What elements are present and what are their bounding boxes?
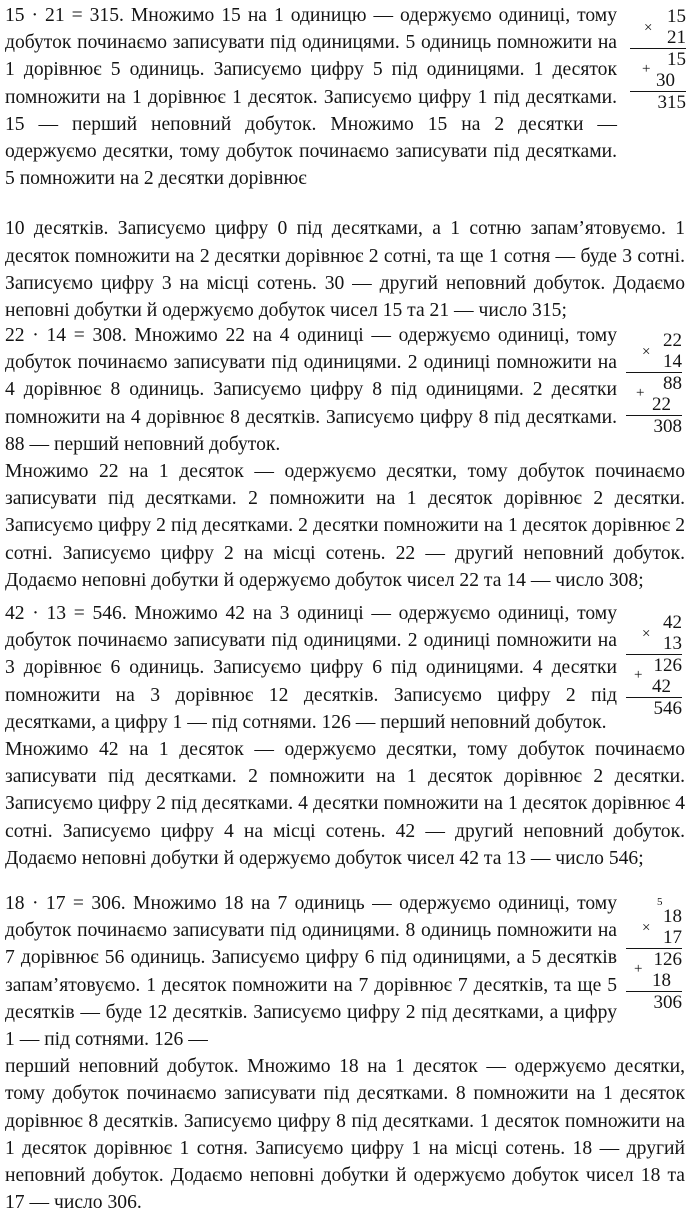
partial-product-2: 22 xyxy=(652,394,671,415)
multiplier: 21 xyxy=(667,27,686,48)
example-18-times-17 xyxy=(5,890,685,1216)
partial-product-1: 126 xyxy=(653,949,682,970)
result: 306 xyxy=(653,992,682,1013)
example-text-rest: перший неповний добуток. Множимо 18 на 1 десяток — одержуємо десятки, тому добуток починаємо записувати під десятками. 8 помножити на 1 десяток дорівнює 8 десятків. Записуємо цифру 8 під десятками. 1 десяток помножити на 1 десяток дорівнює 1 сотня. Записуємо цифру 1 на місці сотень. 18 — другий неповний добуток. Додаємо неповні добутки й одержуємо добуток чисел 18 та 17 — число 306. xyxy=(5,1056,685,1214)
multiplier-row xyxy=(626,920,682,949)
plus-sign: + xyxy=(642,61,651,77)
times-sign: × xyxy=(644,20,653,36)
partial-product-1: 126 xyxy=(653,655,682,676)
multiplier: 13 xyxy=(663,633,682,654)
partial-product-2-row xyxy=(626,667,682,698)
example-15-times-21 xyxy=(5,2,685,324)
example-text-main: 15 · 21 = 315. Множимо 15 на 1 одиницю — одержуємо одиниці, тому добуток починаємо записувати під одиницями. 5 одиниць помножити на 1 дорівнює 5 одиниць. Записуємо цифру 5 під одиницями. 1 десяток помножити на 1 дорівнює 1 десяток. Записуємо цифру 1 під десятками. 15 — перший неповний добуток. Множимо 15 на 2 десятки — одержуємо десятки, тому добуток починаємо записувати під десятками. 5 помножити на 2 десятки дорівнює xyxy=(5,5,617,190)
multiplicand: 18 xyxy=(663,906,682,927)
result: 546 xyxy=(653,698,682,719)
partial-product-2: 30 xyxy=(656,70,675,91)
column-multiplication-42-13 xyxy=(626,612,682,719)
partial-product-2-row xyxy=(626,385,682,416)
plus-sign: + xyxy=(634,961,643,977)
multiplier: 17 xyxy=(663,927,682,948)
example-42-times-13 xyxy=(5,600,685,872)
example-text-rest: 10 десятків. Записуємо цифру 0 під десятками, а 1 сотню запам’ятовуємо. 1 десяток помножити на 2 десятки дорівнює 2 сотні, та ще 1 сотня — буде 3 сотні. Записуємо цифру 3 на місці сотень. 30 — другий неповний добуток. Додаємо неповні добутки й одержуємо добуток чисел 15 та 21 — число 315; xyxy=(5,218,685,322)
partial-product-2-row xyxy=(626,961,682,992)
multiplicand: 15 xyxy=(667,6,686,27)
example-text-main: 22 · 14 = 308. Множимо 22 на 4 одиниці — одержуємо одиниці, тому добуток починаємо записувати під одиницями. 2 одиниці помножити на 4 дорівнює 8 одиниць. Записуємо цифру 8 під одиницями. 2 десятки помножити на 4 дорівнює 8 десятків. Записуємо цифру 8 під десятками. 88 — перший неповний добуток. xyxy=(5,325,617,455)
example-22-times-14 xyxy=(5,322,685,594)
column-multiplication-15-21 xyxy=(630,6,686,113)
times-sign: × xyxy=(642,920,651,936)
column-multiplication-22-14 xyxy=(626,330,682,437)
times-sign: × xyxy=(642,344,651,360)
multiplicand: 22 xyxy=(663,330,682,351)
partial-product-1: 88 xyxy=(663,373,682,394)
result: 308 xyxy=(653,416,682,437)
multiplier-row xyxy=(630,20,686,49)
multiplier: 14 xyxy=(663,351,682,372)
multiplicand: 42 xyxy=(663,612,682,633)
plus-sign: + xyxy=(634,667,643,683)
column-multiplication-18-17 xyxy=(626,896,682,1013)
carry-digit: 5 xyxy=(657,896,663,908)
result: 315 xyxy=(657,92,686,113)
partial-product-2-row xyxy=(630,61,686,92)
example-text-main: 18 · 17 = 306. Множимо 18 на 7 одиниць — одержуємо одиниці, тому добуток починаємо записувати під одиницями. 8 одиниць помножити на 7 дорівнює 56 одиниць. Записуємо цифру 6 під одиницями, а 5 десятків запам’ятовуємо. 1 десяток помножити на 7 дорівнює 7 десятків, та ще 5 десятків — буде 12 десятків. Записуємо цифру 2 під десятками, а цифру 1 — під сотнями. 126 — xyxy=(5,893,617,1051)
example-text-main: 42 · 13 = 546. Множимо 42 на 3 одиниці — одержуємо одиниці, тому добуток починаємо записувати під одиницями. 2 одиниці помножити на 3 дорівнює 6 одиниць. Записуємо цифру 6 під одиницями. 4 десятки помножити на 3 дорівнює 12 десятків. Записуємо цифру 2 під десятками, а цифру 1 — під сотнями. 126 — перший неповний добуток. xyxy=(5,603,617,733)
multiplier-row xyxy=(626,626,682,655)
partial-product-2: 42 xyxy=(652,676,671,697)
partial-product-2: 18 xyxy=(652,970,671,991)
example-text-rest: Множимо 22 на 1 десяток — одержуємо десятки, тому добуток починаємо записувати під десятками. 2 помножити на 1 десяток дорівнює 2 десятки. Записуємо цифру 2 під десятками. 2 десятки помножити на 1 десяток дорівнює 2 сотні. Записуємо цифру 2 на місці сотень. 22 — другий неповний добуток. Додаємо неповні добутки й одержуємо добуток чисел 22 та 14 — число 308; xyxy=(5,461,685,591)
times-sign: × xyxy=(642,626,651,642)
plus-sign: + xyxy=(636,385,645,401)
partial-product-1: 15 xyxy=(667,49,686,70)
multiplier-row xyxy=(626,344,682,373)
example-text-rest: Множимо 42 на 1 десяток — одержуємо десятки, тому добуток починаємо записувати під десятками. 2 помножити на 1 десяток дорівнює 2 десятки. Записуємо цифру 2 під десятками. 4 десятки помножити на 1 десяток дорівнює 4 сотні. Записуємо цифру 4 на місці сотень. 42 — другий неповний добуток. Додаємо неповні добутки й одержуємо добуток чисел 42 та 13 — число 546; xyxy=(5,739,685,869)
